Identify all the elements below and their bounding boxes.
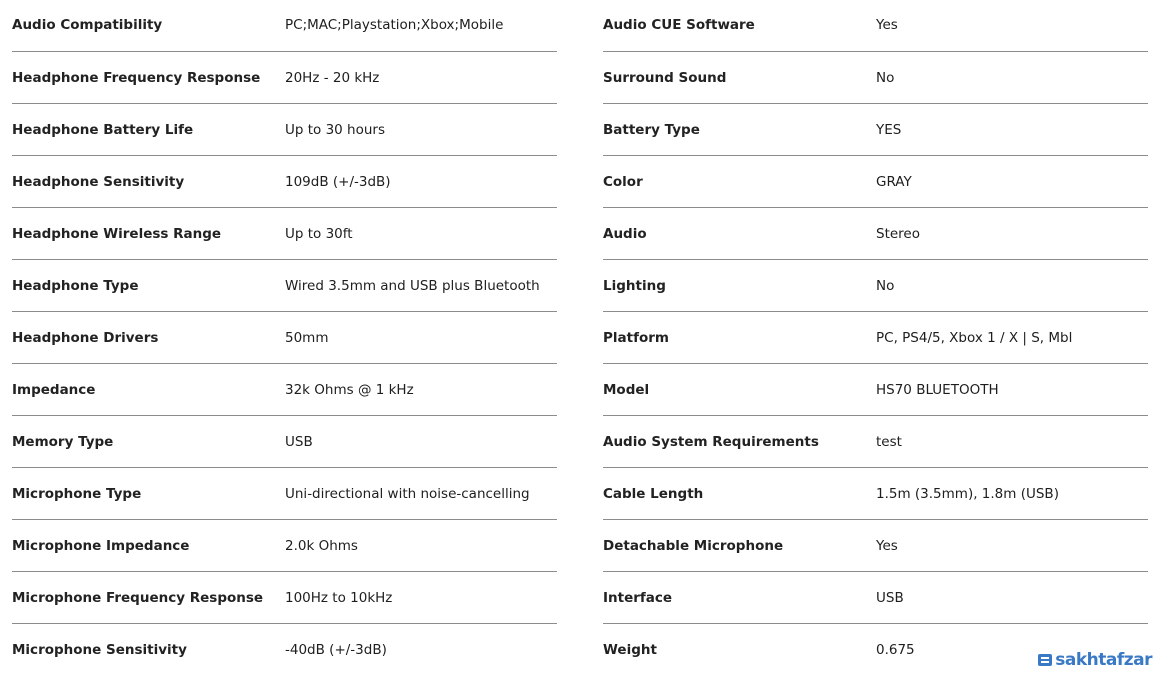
watermark-text: sakhtafzar: [1055, 650, 1152, 670]
spec-row: [12, 52, 557, 104]
spec-value: USB: [285, 434, 313, 450]
spec-value: 100Hz to 10kHz: [285, 590, 393, 606]
spec-row: [12, 624, 557, 676]
spec-value: 0.675: [876, 642, 915, 658]
spec-value: Stereo: [876, 226, 920, 242]
spec-row: [12, 364, 557, 416]
spec-row: [603, 156, 1148, 208]
spec-row: [603, 104, 1148, 156]
spec-value: Yes: [876, 538, 898, 554]
spec-value: No: [876, 70, 895, 86]
spec-label: Headphone Frequency Response: [12, 70, 261, 86]
spec-value: 20Hz - 20 kHz: [285, 70, 380, 86]
spec-column-left: [12, 0, 557, 676]
spec-value: 1.5m (3.5mm), 1.8m (USB): [876, 486, 1059, 502]
spec-label: Weight: [603, 642, 657, 658]
spec-value: 109dB (+/-3dB): [285, 174, 391, 190]
spec-value: No: [876, 278, 895, 294]
spec-value: PC;MAC;Playstation;Xbox;Mobile: [285, 17, 504, 33]
spec-label: Audio: [603, 226, 647, 242]
spec-label: Surround Sound: [603, 70, 727, 86]
spec-value: Yes: [876, 17, 898, 33]
logo-icon: [1037, 652, 1053, 668]
spec-value: Up to 30 hours: [285, 122, 386, 138]
spec-row: [12, 520, 557, 572]
spec-label: Interface: [603, 590, 673, 606]
spec-row: [603, 208, 1148, 260]
spec-row: [603, 364, 1148, 416]
spec-row: [603, 468, 1148, 520]
spec-row: [603, 312, 1148, 364]
spec-value: 32k Ohms @ 1 kHz: [285, 382, 414, 398]
spec-label: Headphone Battery Life: [12, 122, 194, 138]
spec-value: Wired 3.5mm and USB plus Bluetooth: [285, 278, 540, 294]
spec-label: Microphone Impedance: [12, 538, 190, 554]
spec-value: YES: [876, 122, 902, 138]
spec-row: [12, 468, 557, 520]
spec-row: [12, 572, 557, 624]
spec-value: GRAY: [876, 174, 912, 190]
spec-label: Audio System Requirements: [603, 434, 819, 450]
spec-label: Audio CUE Software: [603, 17, 755, 33]
spec-value: USB: [876, 590, 904, 606]
spec-row: [603, 0, 1148, 52]
spec-row: [603, 520, 1148, 572]
spec-value: 50mm: [285, 330, 329, 346]
spec-value: PC, PS4/5, Xbox 1 / X | S, Mbl: [876, 330, 1073, 346]
spec-label: Microphone Frequency Response: [12, 590, 264, 606]
spec-row: [12, 104, 557, 156]
spec-row: [12, 156, 557, 208]
spec-row: [603, 416, 1148, 468]
spec-row: [603, 572, 1148, 624]
spec-row: [12, 208, 557, 260]
spec-label: Battery Type: [603, 122, 700, 138]
spec-label: Microphone Type: [12, 486, 142, 502]
spec-value: Up to 30ft: [285, 226, 353, 242]
watermark-logo: [1037, 650, 1152, 670]
spec-label: Cable Length: [603, 486, 704, 502]
spec-label: Headphone Sensitivity: [12, 174, 185, 190]
spec-label: Platform: [603, 330, 669, 346]
spec-row: [12, 312, 557, 364]
spec-value: -40dB (+/-3dB): [285, 642, 387, 658]
spec-label: Color: [603, 174, 643, 190]
spec-label: Lighting: [603, 278, 666, 294]
spec-label: Headphone Type: [12, 278, 139, 294]
spec-row: [603, 52, 1148, 104]
spec-label: Microphone Sensitivity: [12, 642, 187, 658]
spec-label: Model: [603, 382, 650, 398]
spec-label: Memory Type: [12, 434, 114, 450]
spec-value: 2.0k Ohms: [285, 538, 358, 554]
spec-label: Audio Compatibility: [12, 17, 163, 33]
spec-column-right: [603, 0, 1148, 676]
spec-row: [12, 416, 557, 468]
spec-value: HS70 BLUETOOTH: [876, 382, 999, 398]
spec-label: Impedance: [12, 382, 96, 398]
spec-value: Uni-directional with noise-cancelling: [285, 486, 530, 502]
spec-label: Headphone Drivers: [12, 330, 159, 346]
spec-row: [12, 0, 557, 52]
spec-label: Detachable Microphone: [603, 538, 784, 554]
spec-row: [12, 260, 557, 312]
spec-row: [603, 260, 1148, 312]
spec-label: Headphone Wireless Range: [12, 226, 222, 242]
spec-value: test: [876, 434, 902, 450]
